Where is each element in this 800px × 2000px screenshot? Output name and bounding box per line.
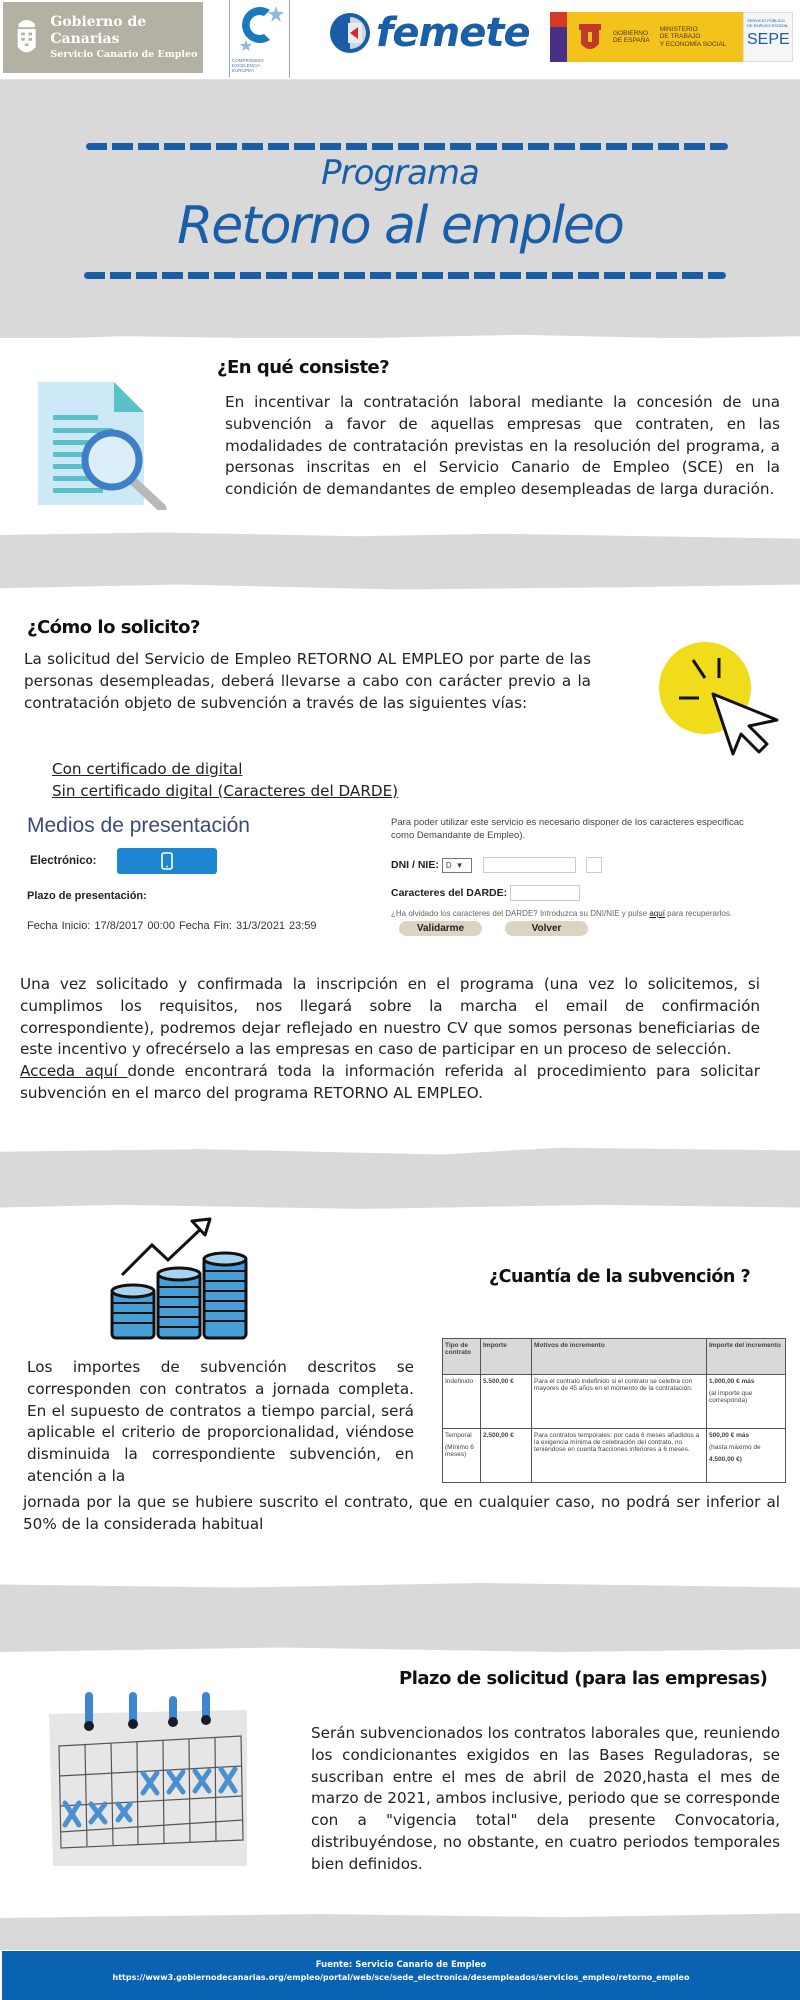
dashed-divider-top [86, 143, 728, 150]
section-body-cuantia-cont: jornada por la que se hubiere suscrito el contrato, que en cualquier caso, no podrá ser inferior al 50% de la considerada habitual [23, 1493, 780, 1533]
table-row: Indefinido 5.500,00 € Para el contrato indefinido si el contrato se celebra con mayores de 45 años en el momento de la contratación. 1.000,00 € más (al importe que corresponda) [443, 1375, 786, 1429]
calendar-icon [47, 1690, 252, 1870]
section-body-confirmacion: Una vez solicitado y confirmada la inscripción en el programa (una vez lo solicitemos, si cumplimos los requisitos, nos llegará sobre la marcha el email de confirmación correspondiente), podremos dejar reflejado en nuestro CV que somos personas beneficiarias de este incentivo y ofrecérselo a las empresas en caso de participar en un proceso de selección. Acceda aquí donde encontrará toda la información referida al procedimiento para solicitar subvención en el marco del programa RETORNO AL EMPLEO. [20, 975, 760, 1102]
click-cursor-icon [655, 638, 780, 758]
dni-number-input[interactable] [483, 857, 576, 873]
document-search-icon [36, 380, 171, 510]
brush-divider [0, 530, 800, 592]
section-body-plazo: Serán subvencionados los contratos laborales que, reuniendo los condicionantes exigidos en las Bases Reguladoras, se suscriban entre el mes de abril de 2020,hasta el mes de marzo de 2021, ambos inclusive, periodo que se corresponde con a "vigencia total" dela presente Convocatoria, distribuyéndose, no obstante, en cuatro periodos temporales bien definidos. [311, 1724, 780, 1873]
col-importe: Importe [481, 1339, 532, 1375]
brush-divider [0, 1910, 800, 1950]
gobierno-espana-text: GOBIERNO DE ESPAÑA [613, 29, 650, 44]
darde-label: Caracteres del DARDE: [391, 887, 508, 899]
darde-login-form [391, 816, 800, 961]
volver-button[interactable]: Volver [505, 921, 588, 936]
electronico-label: Electrónico: [30, 855, 97, 867]
medios-title: Medios de presentación [27, 814, 250, 837]
section-body-solicito: La solicitud del Servicio de Empleo RETORNO AL EMPLEO por parte de las personas desempleadas, deberá llevarse a cabo con carácter previo a la contratación objeto de subvención a través de las siguientes vías: [24, 650, 591, 712]
mobile-phone-icon [161, 852, 173, 870]
sepe-wordmark: SEPE [747, 31, 790, 48]
darde-input[interactable] [510, 885, 580, 901]
footer-source: Fuente: Servicio Canario de Empleo [315, 1960, 487, 1970]
table-row: Temporal (Mínimo 6 meses) 2.500,00 € Para contratos temporales: por cada 6 meses añadidos a la exigencia mínima de celebración del contrato, no teniéndose en cuenta fracciones inferiores a 6 meses. 500,00 € más (hasta máximo de 4.500,00 €) [443, 1429, 786, 1483]
subvention-table [442, 1338, 786, 1483]
spain-coat-of-arms-icon [575, 20, 605, 54]
sepe-logo: SERVICIO PÚBLICO DE EMPLEO ESTATAL SEPE [743, 12, 793, 62]
femete-logo [328, 10, 530, 56]
validarme-button[interactable]: Validarme [399, 921, 482, 936]
logo-bar [0, 0, 800, 80]
section-body-consiste: En incentivar la contratación laboral mediante la concesión de una subvención a favor de aquellas empresas que contraten, en las modalidades de contratación previstas en la resolución del programa, a personas inscritas en el Servicio Canario de Empleo (SCE) en la condición de demandantes de empleo desempleadas de larga duración. [225, 393, 780, 499]
femete-emblem-icon [328, 11, 372, 55]
hero-title: Retorno al empleo [177, 196, 623, 256]
section-heading-consiste: ¿En qué consiste? [217, 357, 390, 378]
excelencia-c-icon [230, 0, 290, 56]
col-incremento: Importe del incremento [707, 1339, 786, 1375]
application-links [52, 759, 398, 802]
dni-type-select[interactable]: D ▼ [442, 858, 472, 873]
fechas-text: Fecha Inicio: 17/8/2017 00:00 Fecha Fin: 31/3/2021 23:59 [27, 920, 317, 932]
hero-subtitle: Programa [321, 153, 479, 193]
link-con-certificado[interactable]: Con certificado de digital [52, 760, 243, 778]
medios-presentacion-panel [27, 814, 377, 944]
dni-letter-input[interactable] [586, 857, 602, 873]
section-heading-solicito: ¿Cómo lo solicito? [27, 617, 200, 638]
electronico-button[interactable] [117, 848, 217, 874]
section-body-cuantia: Los importes de subvención descritos se corresponden con contratos a jornada completa. En el supuesto de contratos a tiempo parcial, será aplicable el criterio de proporcionalidad, viéndose disminuida la correspondiente subvención, en atención a la [27, 1358, 414, 1485]
footer-url[interactable]: https://www3.gobiernodecanarias.org/empleo/portal/web/sce/sede_electronica/desempleados/servicios_empleo/retorno_empleo [112, 1973, 690, 1982]
table-header-row [443, 1339, 786, 1375]
canarias-logo-subtitle: Servicio Canario de Empleo [50, 48, 198, 60]
femete-wordmark: femete [376, 10, 530, 56]
section-heading-cuantia: ¿Cuantía de la subvención ? [489, 1267, 751, 1287]
eu-flag-strip [550, 12, 567, 62]
canarias-crest-icon [15, 14, 38, 62]
link-sin-certificado[interactable]: Sin certificado digital (Caracteres del DARDE) [52, 781, 399, 800]
section-heading-plazo: Plazo de solicitud (para las empresas) [399, 1668, 768, 1689]
form-intro: Para poder utilizar este servicio es necesario disponer de los caracteres especificac como Demandante de Empleo). [391, 817, 744, 841]
brush-divider [0, 1145, 800, 1213]
canarias-logo-title: Gobierno de Canarias [50, 13, 147, 47]
gobierno-canarias-logo [3, 2, 203, 73]
acceda-aqui-link[interactable]: Acceda aquí [20, 1062, 128, 1081]
excelencia-europea-logo [229, 0, 290, 78]
gobierno-espana-logo [550, 12, 743, 62]
dashed-divider-bottom [84, 272, 726, 279]
forgot-darde-text: ¿Ha olvidado los caracteres del DARDE? Introduzca su DNI/NIE y pulse aquí para recuperarlos. [391, 909, 733, 918]
col-motivos: Motivos de incremento [532, 1339, 707, 1375]
coins-growth-icon [110, 1215, 255, 1340]
footer [2, 1951, 800, 2000]
plazo-label: Plazo de presentación: [27, 890, 147, 902]
dni-label: DNI / NIE: [391, 859, 439, 871]
ministerio-text: MINISTERIO DE TRABAJO Y ECONOMÍA SOCIAL [659, 25, 727, 48]
brush-divider [0, 1580, 800, 1655]
excelencia-text: COMPROMISO EXCELENCIA EUROPEA [232, 58, 264, 73]
col-tipo: Tipo de contrato [443, 1339, 481, 1375]
recover-darde-link[interactable]: aquí [649, 909, 665, 918]
chevron-down-icon: ▼ [455, 860, 464, 870]
